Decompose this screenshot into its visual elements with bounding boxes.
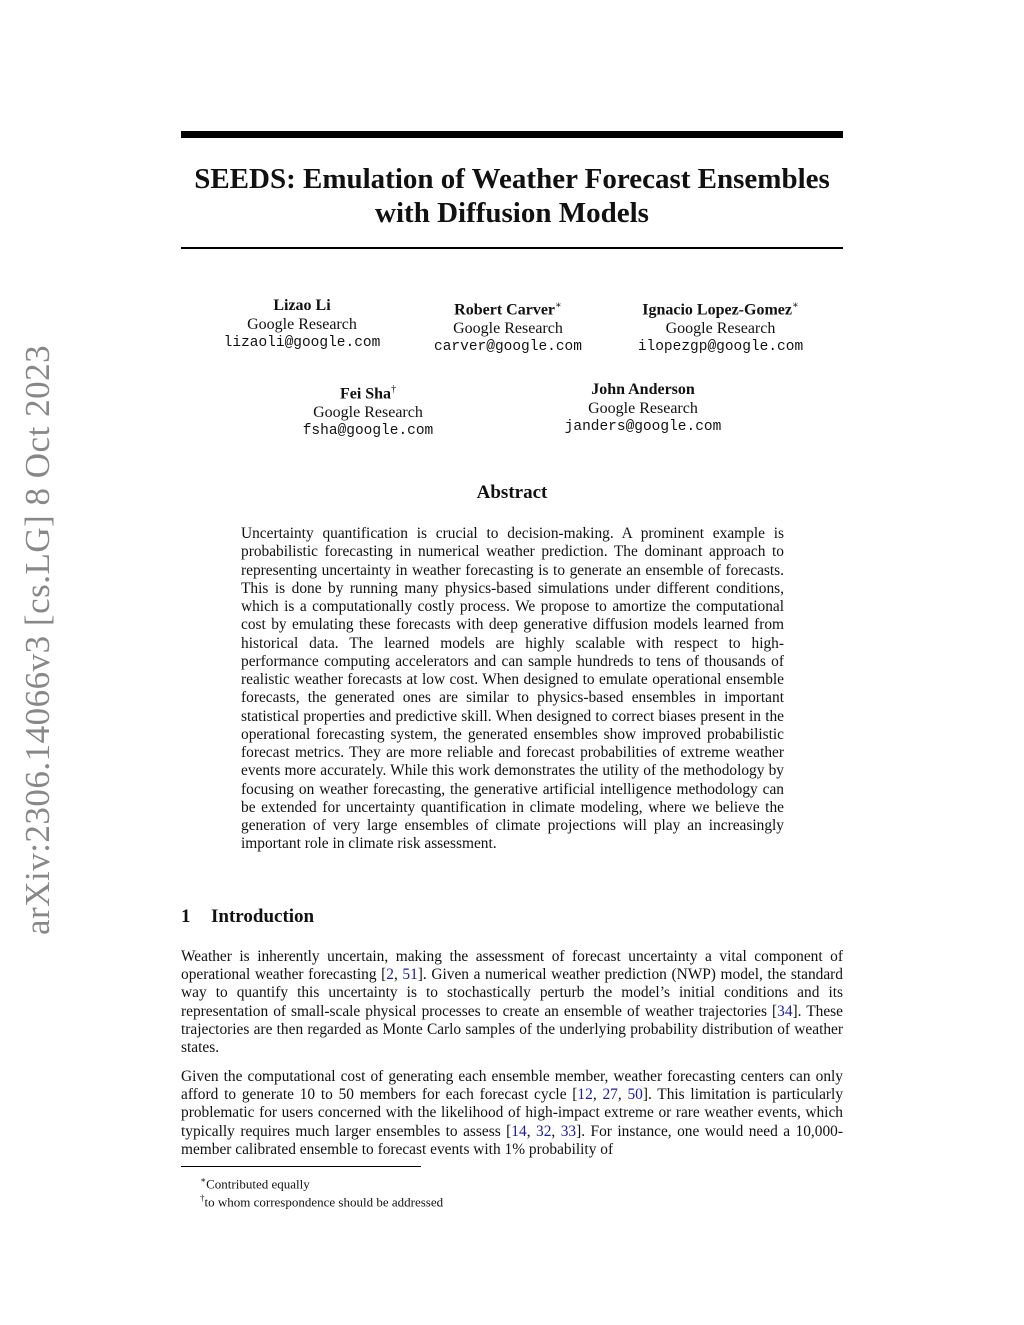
author-affiliation: Google Research [453,320,563,338]
citation-link[interactable]: 27 [602,1086,618,1104]
author-email[interactable]: lizaoli@google.com [223,335,381,351]
citation-link[interactable]: 2 [386,966,394,984]
author-affiliation: Google Research [665,320,776,338]
section-title: Introduction [211,906,315,927]
author-email[interactable]: carver@google.com [434,339,582,356]
equal-contribution-mark: ∗ [791,300,799,311]
author-email[interactable]: ilopezgp@google.com [637,339,804,356]
footnote [200,1190,443,1210]
author-block [222,296,382,353]
equal-contribution-mark: ∗ [555,300,562,311]
title-bottom-rule [181,247,843,249]
author-affiliation: Google Research [313,404,423,422]
citation-link[interactable]: 14 [511,1122,527,1140]
abstract-heading: Abstract [476,482,548,503]
paper-title [181,162,843,230]
author-affiliation: Google Research [588,400,698,417]
footnote-text: Contributed equally [206,1176,310,1192]
citation-link[interactable]: 34 [777,1002,793,1020]
author-affiliation: Google Research [247,316,357,333]
footnote-rule [181,1166,421,1167]
section-number: 1 [181,906,191,927]
footnote-mark: † [200,1193,205,1203]
arxiv-identifier-stamp: arXiv:2306.14066v3 [cs.LG] 8 Oct 2023 [18,344,57,935]
author-name: Robert Carver∗ [454,300,562,319]
section-heading [181,906,314,928]
footnote-text: to whom correspondence should be addressed [204,1194,444,1210]
intro-paragraph-1: Weather is inherently uncertain, making the assessment of forecast uncertainty a vital component of operational weather forecasting [2, 51]. Given a numerical weather prediction (NWP) model, the standard way to quantify this uncertainty is to stochastically perturb the model’s initial conditions and its representation of small-scale physical processes to create an ensemble of weather trajectories [34]. These trajectories are then regarded as Monte Carlo samples of the underlying probability distribution of weather states. [181,948,843,1057]
citation-link[interactable]: 32 [536,1122,552,1140]
author-block [288,380,448,441]
abstract-body: Uncertainty quantification is crucial to decision-making. A prominent example is probabilistic forecasting in numerical weather prediction. The dominant approach to representing uncertainty in weather forecasting is to generate an ensemble of forecasts. This is done by running many physics-based simulations under different conditions, which is a computationally costly process. We propose to amortize the computational cost by emulating these forecasts with deep generative diffusion models learned from historical data. The learned models are highly scalable with respect to high-performance computing accelerators and can sample hundreds to tens of thousands of realistic weather forecasts at low cost. When designed to emulate operational ensemble forecasts, the generated ones are similar to physics-based ensembles in important statistical properties and predictive skill. When designed to correct biases present in the operational forecasting system, the generated ensembles show improved probabilistic forecast metrics. They are more reliable and forecast probabilities of extreme weather events more accurately. While this work demonstrates the utility of the methodology by focusing on weather forecasting, the generative artificial intelligence methodology can be extended for uncertainty quantification in climate modeling, where we believe the generation of very large ensembles of climate projections will play an increasingly important role in climate risk assessment. [241,525,784,853]
citation-link[interactable]: 51 [402,966,418,984]
author-name: Fei Sha† [339,384,397,403]
author-name: John Anderson [591,381,695,398]
author-block [628,296,813,357]
footnote-mark: ∗ [200,1175,207,1185]
citation-link[interactable]: 33 [560,1122,577,1140]
citation-link[interactable]: 50 [627,1086,643,1104]
author-block [428,296,588,357]
author-email[interactable]: fsha@google.com [302,423,434,440]
title-top-rule [181,131,843,138]
author-name: Lizao Li [273,297,331,314]
correspondence-mark: † [391,384,397,395]
author-name: Ignacio Lopez-Gomez∗ [642,300,799,319]
author-block [558,380,728,437]
author-email[interactable]: janders@google.com [564,419,722,435]
title-line-1: SEEDS: Emulation of Weather Forecast Ensembles [194,163,830,195]
intro-paragraph-2: Given the computational cost of generating each ensemble member, weather forecasting centers can only afford to generate 10 to 50 members for each forecast cycle [12, 27, 50]. This limitation is particularly problematic for users concerned with the likelihood of high-impact extreme or rare weather events, which typically requires much larger ensembles to assess [14, 32, 33]. For instance, one would need a 10,000-member calibrated ensemble to forecast events with 1% probability of [181,1068,844,1158]
citation-link[interactable]: 12 [577,1086,593,1104]
title-line-2: with Diffusion Models [375,197,649,229]
